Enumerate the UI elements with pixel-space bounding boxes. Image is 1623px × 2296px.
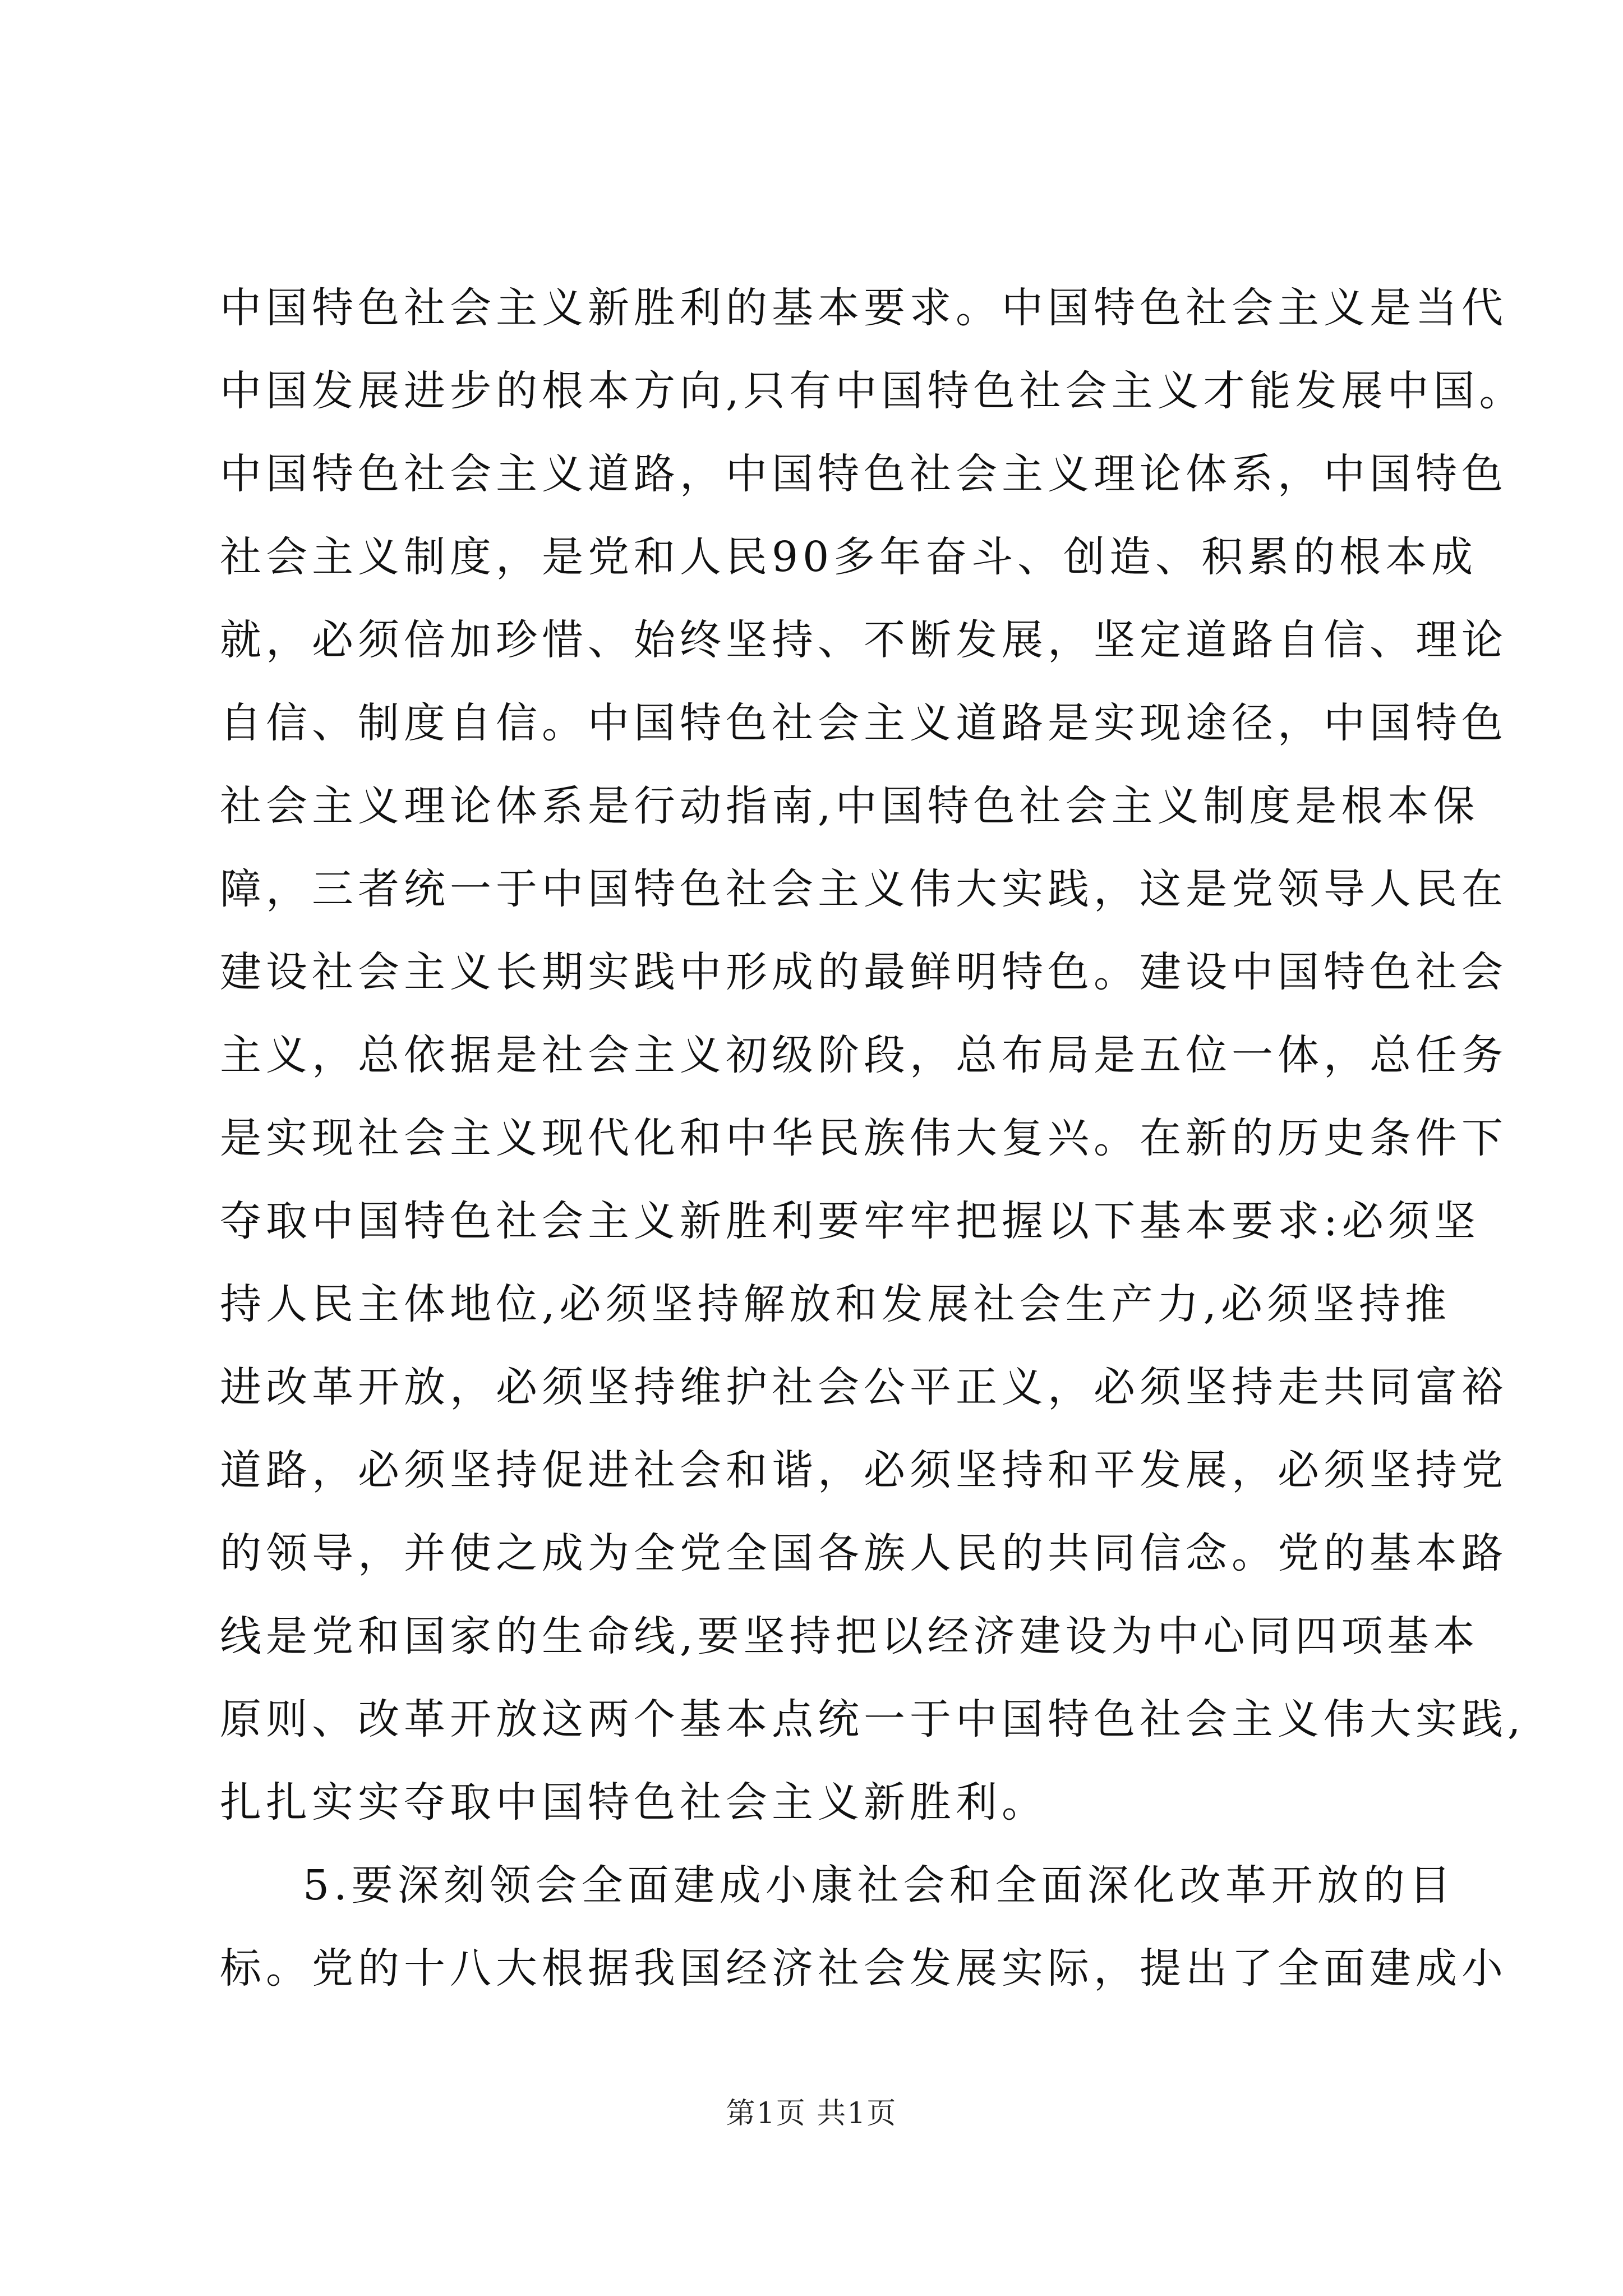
text-line: 主义，总依据是社会主义初级阶段，总布局是五位一体，总任务 xyxy=(220,1031,1507,1079)
page-number-label: 第1页 共1页 xyxy=(726,2097,897,2131)
text-line: 原则、改革开放这两个基本点统一于中国特色社会主义伟大实践, xyxy=(220,1695,1525,1743)
paragraph-start-line: 5.要深刻领会全面建成小康社会和全面深化改革开放的目 xyxy=(303,1861,1455,1910)
text-line: 中国发展进步的根本方向,只有中国特色社会主义才能发展中国。 xyxy=(220,367,1525,415)
text-line: 扎扎实实夺取中国特色社会主义新胜利。 xyxy=(220,1778,1048,1826)
text-line: 线是党和国家的生命线,要坚持把以经济建设为中心同四项基本 xyxy=(220,1612,1479,1660)
text-line: 自信、制度自信。中国特色社会主义道路是实现途径，中国特色 xyxy=(220,699,1507,747)
text-line: 障，三者统一于中国特色社会主义伟大实践，这是党领导人民在 xyxy=(220,865,1507,913)
text-line: 进改革开放，必须坚持维护社会公平正义，必须坚持走共同富裕 xyxy=(220,1363,1507,1411)
text-line: 建设社会主义长期实践中形成的最鲜明特色。建设中国特色社会 xyxy=(220,948,1507,996)
text-line: 持人民主体地位,必须坚持解放和发展社会生产力,必须坚持推 xyxy=(220,1280,1451,1328)
body-text xyxy=(220,266,1525,2010)
text-line: 是实现社会主义现代化和中华民族伟大复兴。在新的历史条件下 xyxy=(220,1114,1507,1162)
text-line: 夺取中国特色社会主义新胜利要牢牢把握以下基本要求:必须坚 xyxy=(220,1197,1480,1245)
text-line: 就，必须倍加珍惜、始终坚持、不断发展，坚定道路自信、理论 xyxy=(220,616,1507,664)
page-footer xyxy=(0,2091,1623,2136)
text-line: 社会主义理论体系是行动指南,中国特色社会主义制度是根本保 xyxy=(220,782,1479,830)
text-line: 的领导，并使之成为全党全国各族人民的共同信念。党的基本路 xyxy=(220,1529,1507,1577)
text-line: 社会主义制度，是党和人民90多年奋斗、创造、积累的根本成 xyxy=(220,533,1478,581)
text-line: 中国特色社会主义新胜利的基本要求。中国特色社会主义是当代 xyxy=(220,284,1507,332)
text-line: 中国特色社会主义道路，中国特色社会主义理论体系，中国特色 xyxy=(220,450,1507,498)
text-line: 道路，必须坚持促进社会和谐，必须坚持和平发展，必须坚持党 xyxy=(220,1446,1507,1494)
text-line: 标。党的十八大根据我国经济社会发展实际，提出了全面建成小 xyxy=(220,1944,1507,1993)
